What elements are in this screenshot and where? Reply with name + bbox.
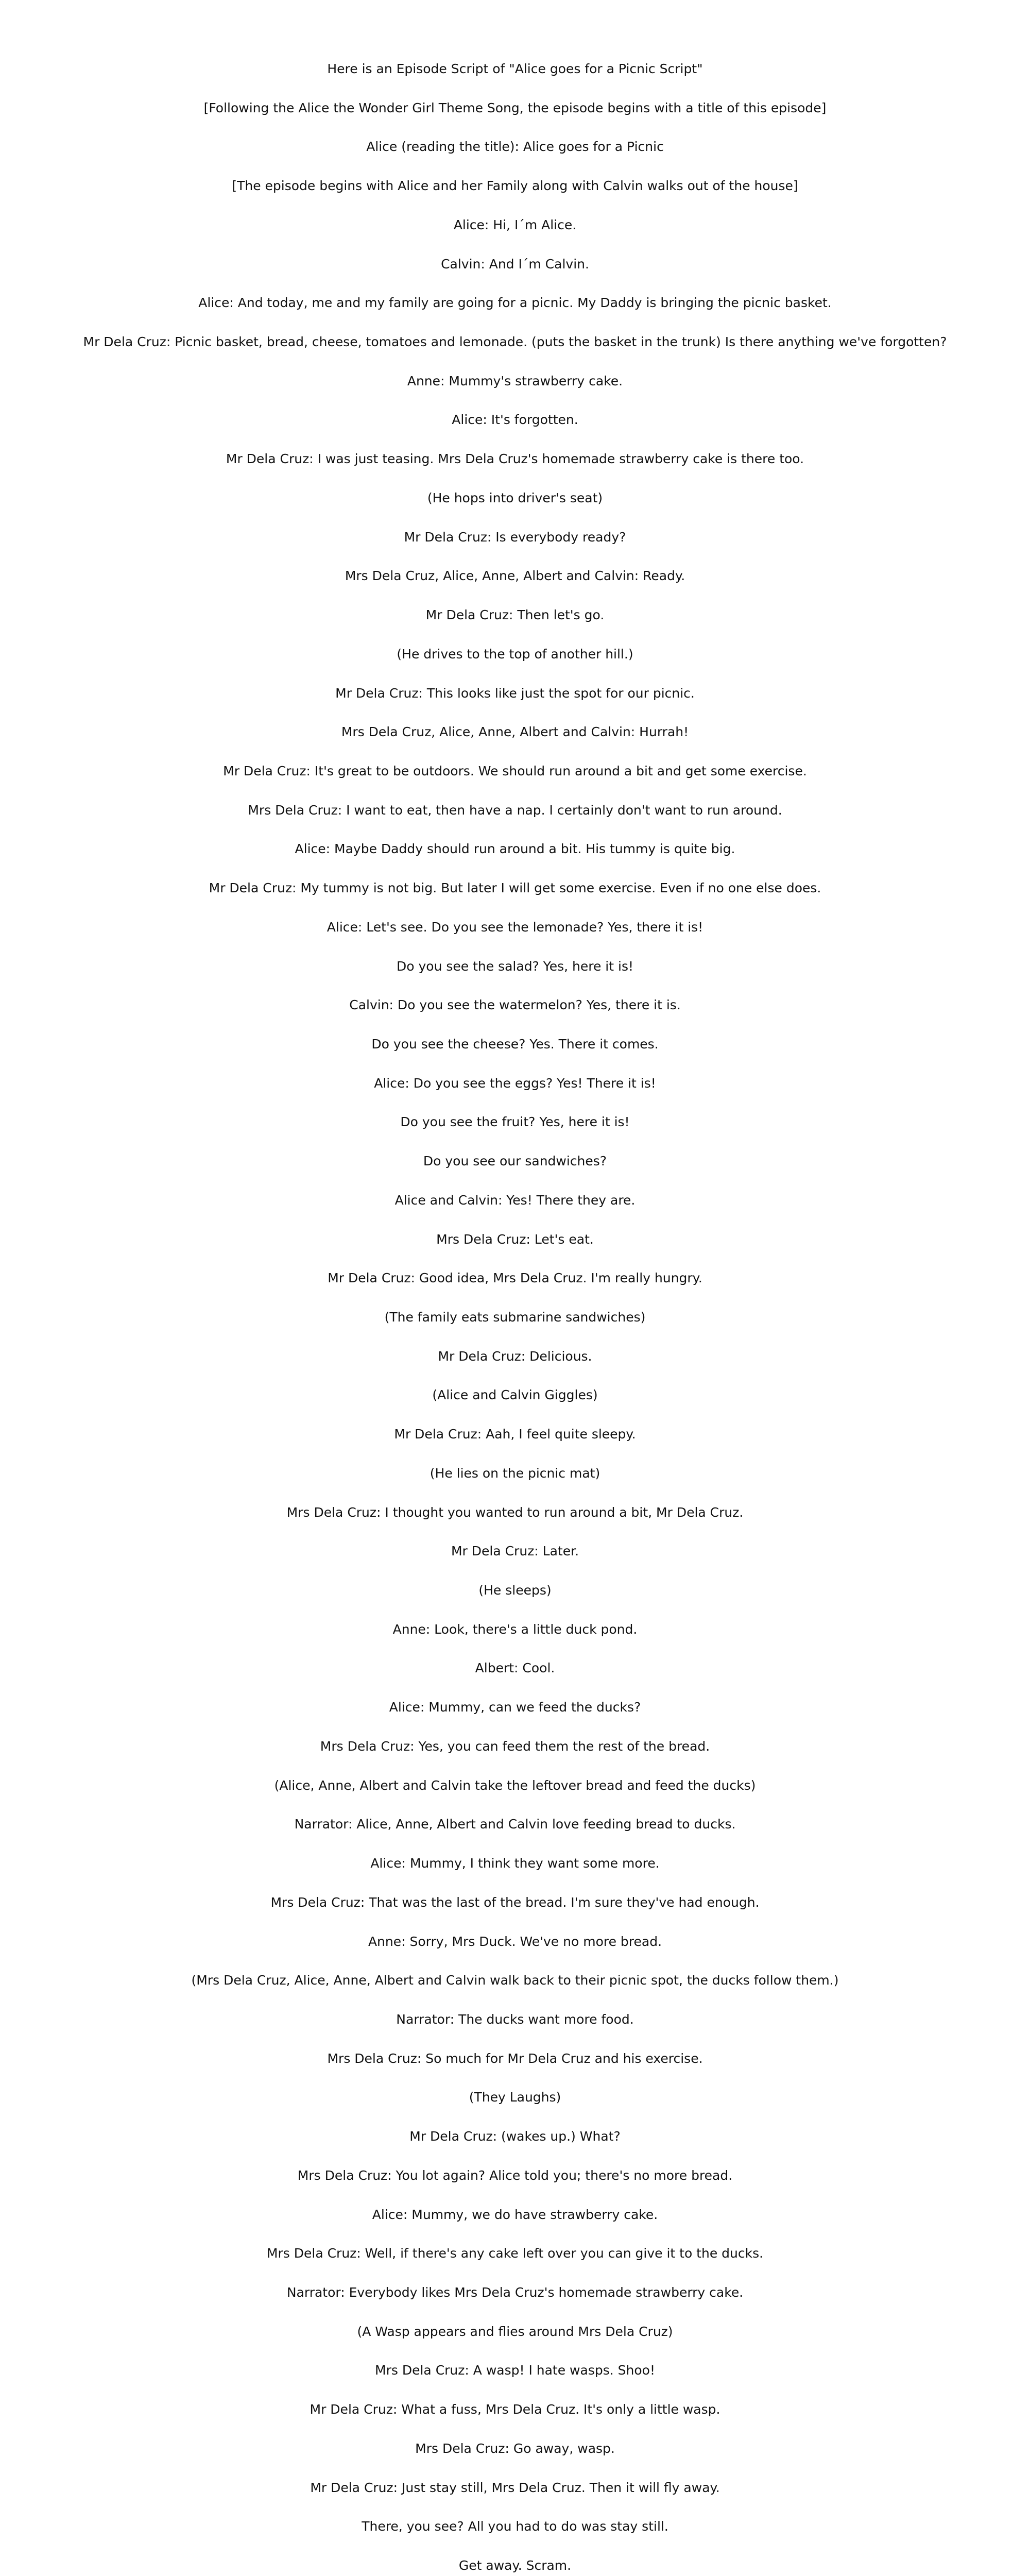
script-line: Mr Dela Cruz: Delicious. (438, 1348, 592, 1364)
script-line: Alice: Mummy, I think they want some more. (370, 1856, 660, 1871)
script-line: Mrs Dela Cruz, Alice, Anne, Albert and Calvin: Ready. (345, 568, 685, 584)
script-line: Mrs Dela Cruz, Alice, Anne, Albert and Calvin: Hurrah! (341, 724, 689, 740)
script-line: (He drives to the top of another hill.) (397, 646, 633, 662)
script-line: There, you see? All you had to do was stay still. (362, 2519, 668, 2534)
script-line: Alice: Let's see. Do you see the lemonade? Yes, there it is! (327, 919, 703, 935)
script-line: Albert: Cool. (475, 1660, 555, 1676)
script-line: Anne: Mummy's strawberry cake. (407, 373, 623, 388)
script-line: Mr Dela Cruz: My tummy is not big. But later I will get some exercise. Even if no one else does. (209, 880, 821, 896)
script-line: Do you see the fruit? Yes, here it is! (400, 1114, 630, 1130)
script-line: Mr Dela Cruz: What a fuss, Mrs Dela Cruz. It's only a little wasp. (310, 2402, 720, 2417)
script-line: Mr Dela Cruz: Good idea, Mrs Dela Cruz. I'm really hungry. (328, 1270, 702, 1286)
script-line: Narrator: Everybody likes Mrs Dela Cruz's homemade strawberry cake. (286, 2284, 744, 2300)
script-line: Alice: Do you see the eggs? Yes! There it is! (374, 1075, 656, 1091)
script-line: Mrs Dela Cruz: That was the last of the bread. I'm sure they've had enough. (270, 1894, 760, 1910)
script-line: Mrs Dela Cruz: Let's eat. (436, 1231, 594, 1247)
script-line: Mr Dela Cruz: Is everybody ready? (404, 529, 626, 545)
script-line: Alice: And today, me and my family are going for a picnic. My Daddy is bringing the picnic basket. (198, 295, 832, 311)
script-line: Mrs Dela Cruz: So much for Mr Dela Cruz and his exercise. (327, 2050, 703, 2066)
script-line: Mr Dela Cruz: It's great to be outdoors. We should run around a bit and get some exercise. (223, 763, 807, 778)
script-line: Calvin: And I´m Calvin. (441, 256, 589, 272)
script-line: Narrator: Alice, Anne, Albert and Calvin love feeding bread to ducks. (294, 1817, 736, 1832)
script-line: (He lies on the picnic mat) (430, 1465, 600, 1481)
script-line: Do you see the cheese? Yes. There it comes. (371, 1036, 659, 1052)
script-line: Mr Dela Cruz: Later. (451, 1544, 579, 1559)
episode-script (0, 49, 1030, 2576)
script-line: Alice and Calvin: Yes! There they are. (394, 1192, 636, 1208)
script-line: Mr Dela Cruz: This looks like just the spot for our picnic. (335, 685, 695, 701)
script-line: Narrator: The ducks want more food. (396, 2011, 634, 2027)
script-line: (Alice and Calvin Giggles) (432, 1387, 598, 1403)
script-line: Mr Dela Cruz: (wakes up.) What? (409, 2129, 621, 2144)
script-line: (He sleeps) (478, 1583, 552, 1598)
script-line: Alice: Hi, I´m Alice. (453, 217, 577, 232)
script-line: [Following the Alice the Wonder Girl Theme Song, the episode begins with a title of this episode] (203, 100, 827, 115)
script-line: Mr Dela Cruz: I was just teasing. Mrs Dela Cruz's homemade strawberry cake is there too. (226, 451, 804, 467)
script-line: Mrs Dela Cruz: Go away, wasp. (415, 2441, 615, 2456)
script-line: (The family eats submarine sandwiches) (384, 1310, 646, 1325)
script-line: (They Laughs) (469, 2090, 561, 2105)
script-line: Mrs Dela Cruz: You lot again? Alice told you; there's no more bread. (297, 2167, 733, 2183)
script-line: Anne: Look, there's a little duck pond. (392, 1621, 638, 1637)
script-line: Mr Dela Cruz: Picnic basket, bread, cheese, tomatoes and lemonade. (puts the basket in the trunk) Is there anything we've forgotten? (83, 334, 947, 350)
script-line: Alice: It's forgotten. (452, 412, 578, 428)
script-line: Mrs Dela Cruz: I thought you wanted to run around a bit, Mr Dela Cruz. (286, 1504, 744, 1520)
script-line: Calvin: Do you see the watermelon? Yes, there it is. (349, 997, 681, 1013)
script-line: Mr Dela Cruz: Aah, I feel quite sleepy. (394, 1427, 636, 1442)
script-line: Mrs Dela Cruz: Yes, you can feed them the rest of the bread. (320, 1738, 710, 1754)
script-line: Do you see the salad? Yes, here it is! (397, 958, 633, 974)
script-line: (Mrs Dela Cruz, Alice, Anne, Albert and Calvin walk back to their picnic spot, the ducks follow them.) (191, 1973, 839, 1988)
script-line: Mrs Dela Cruz: Well, if there's any cake left over you can give it to the ducks. (266, 2246, 764, 2261)
script-line: Alice: Maybe Daddy should run around a bit. His tummy is quite big. (295, 841, 735, 857)
script-line: [The episode begins with Alice and her Family along with Calvin walks out of the house] (232, 178, 798, 194)
script-line: Anne: Sorry, Mrs Duck. We've no more bread. (368, 1934, 662, 1949)
script-line: Alice: Mummy, can we feed the ducks? (389, 1700, 641, 1715)
script-line: (Alice, Anne, Albert and Calvin take the leftover bread and feed the ducks) (274, 1777, 756, 1793)
script-line: Alice (reading the title): Alice goes for a Picnic (366, 139, 664, 155)
script-line: Mrs Dela Cruz: I want to eat, then have a nap. I certainly don't want to run around. (248, 802, 782, 818)
script-line: Alice: Mummy, we do have strawberry cake. (372, 2207, 658, 2222)
script-line: (A Wasp appears and flies around Mrs Dela Cruz) (357, 2324, 673, 2339)
script-line: Do you see our sandwiches? (423, 1154, 607, 1169)
script-line: Mr Dela Cruz: Then let's go. (425, 607, 605, 623)
script-line: (He hops into driver's seat) (427, 490, 603, 505)
script-line: Mr Dela Cruz: Just stay still, Mrs Dela Cruz. Then it will fly away. (310, 2480, 720, 2495)
script-line: Get away. Scram. (458, 2558, 572, 2573)
script-line: Mrs Dela Cruz: A wasp! I hate wasps. Shoo! (375, 2363, 655, 2378)
script-title: Here is an Episode Script of "Alice goes for a Picnic Script" (327, 61, 703, 76)
